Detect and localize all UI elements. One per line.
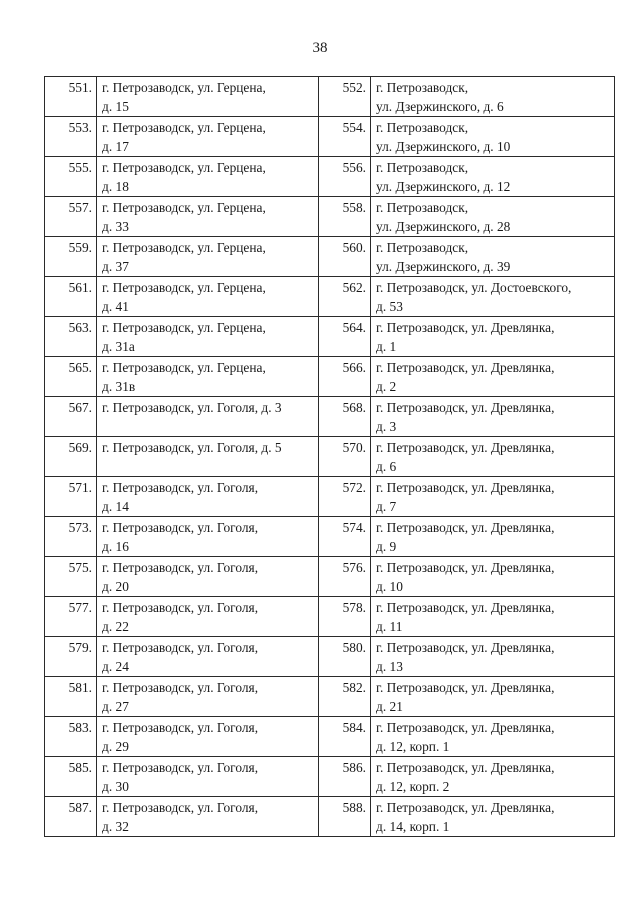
table-row: [45, 397, 615, 437]
address-left: г. Петрозаводск, ул. Герцена, д. 31а: [97, 317, 319, 357]
address-right: г. Петрозаводск, ул. Древлянка, д. 21: [371, 677, 615, 717]
table-row: [45, 717, 615, 757]
table-row: [45, 477, 615, 517]
row-number-left: 573.: [45, 517, 97, 557]
row-number-right: 574.: [319, 517, 371, 557]
address-left: г. Петрозаводск, ул. Герцена, д. 17: [97, 117, 319, 157]
address-right: г. Петрозаводск, ул. Древлянка, д. 14, корп. 1: [371, 797, 615, 837]
address-left: г. Петрозаводск, ул. Гоголя, д. 3: [97, 397, 319, 437]
address-left: г. Петрозаводск, ул. Герцена, д. 33: [97, 197, 319, 237]
address-right: г. Петрозаводск, ул. Древлянка, д. 2: [371, 357, 615, 397]
table-row: [45, 357, 615, 397]
row-number-left: 575.: [45, 557, 97, 597]
address-right: г. Петрозаводск, ул. Древлянка, д. 12, корп. 1: [371, 717, 615, 757]
table-row: [45, 237, 615, 277]
row-number-left: 563.: [45, 317, 97, 357]
row-number-right: 568.: [319, 397, 371, 437]
address-table-body: [45, 77, 615, 837]
address-left: г. Петрозаводск, ул. Герцена, д. 37: [97, 237, 319, 277]
address-left: г. Петрозаводск, ул. Герцена, д. 31в: [97, 357, 319, 397]
address-right: г. Петрозаводск, ул. Дзержинского, д. 12: [371, 157, 615, 197]
address-right: г. Петрозаводск, ул. Древлянка, д. 3: [371, 397, 615, 437]
address-left: г. Петрозаводск, ул. Гоголя, д. 14: [97, 477, 319, 517]
table-row: [45, 677, 615, 717]
table-row: [45, 77, 615, 117]
page-number: 38: [312, 40, 328, 56]
row-number-left: 561.: [45, 277, 97, 317]
row-number-right: 576.: [319, 557, 371, 597]
address-left: г. Петрозаводск, ул. Гоголя, д. 5: [97, 437, 319, 477]
address-right: г. Петрозаводск, ул. Дзержинского, д. 39: [371, 237, 615, 277]
address-right: г. Петрозаводск, ул. Древлянка, д. 12, корп. 2: [371, 757, 615, 797]
address-right: г. Петрозаводск, ул. Древлянка, д. 1: [371, 317, 615, 357]
row-number-left: 559.: [45, 237, 97, 277]
row-number-left: 553.: [45, 117, 97, 157]
row-number-right: 566.: [319, 357, 371, 397]
row-number-right: 588.: [319, 797, 371, 837]
table-row: [45, 637, 615, 677]
row-number-right: 580.: [319, 637, 371, 677]
row-number-left: 565.: [45, 357, 97, 397]
row-number-right: 558.: [319, 197, 371, 237]
row-number-left: 585.: [45, 757, 97, 797]
row-number-left: 569.: [45, 437, 97, 477]
address-right: г. Петрозаводск, ул. Дзержинского, д. 10: [371, 117, 615, 157]
address-left: г. Петрозаводск, ул. Гоголя, д. 16: [97, 517, 319, 557]
address-right: г. Петрозаводск, ул. Дзержинского, д. 28: [371, 197, 615, 237]
row-number-right: 578.: [319, 597, 371, 637]
address-right: г. Петрозаводск, ул. Дзержинского, д. 6: [371, 77, 615, 117]
row-number-left: 551.: [45, 77, 97, 117]
table-row: [45, 797, 615, 837]
address-table: [44, 76, 615, 837]
row-number-left: 567.: [45, 397, 97, 437]
address-left: г. Петрозаводск, ул. Герцена, д. 18: [97, 157, 319, 197]
address-right: г. Петрозаводск, ул. Древлянка, д. 11: [371, 597, 615, 637]
row-number-right: 562.: [319, 277, 371, 317]
row-number-left: 571.: [45, 477, 97, 517]
row-number-right: 564.: [319, 317, 371, 357]
row-number-left: 579.: [45, 637, 97, 677]
address-right: г. Петрозаводск, ул. Древлянка, д. 13: [371, 637, 615, 677]
table-row: [45, 117, 615, 157]
address-left: г. Петрозаводск, ул. Гоголя, д. 24: [97, 637, 319, 677]
address-right: г. Петрозаводск, ул. Древлянка, д. 7: [371, 477, 615, 517]
row-number-left: 557.: [45, 197, 97, 237]
table-row: [45, 517, 615, 557]
row-number-right: 572.: [319, 477, 371, 517]
address-right: г. Петрозаводск, ул. Древлянка, д. 10: [371, 557, 615, 597]
table-row: [45, 557, 615, 597]
address-left: г. Петрозаводск, ул. Гоголя, д. 20: [97, 557, 319, 597]
address-left: г. Петрозаводск, ул. Герцена, д. 41: [97, 277, 319, 317]
table-row: [45, 157, 615, 197]
row-number-right: 584.: [319, 717, 371, 757]
address-left: г. Петрозаводск, ул. Гоголя, д. 27: [97, 677, 319, 717]
table-row: [45, 317, 615, 357]
address-right: г. Петрозаводск, ул. Достоевского, д. 53: [371, 277, 615, 317]
address-left: г. Петрозаводск, ул. Гоголя, д. 22: [97, 597, 319, 637]
row-number-right: 586.: [319, 757, 371, 797]
row-number-right: 552.: [319, 77, 371, 117]
address-left: г. Петрозаводск, ул. Гоголя, д. 30: [97, 757, 319, 797]
address-right: г. Петрозаводск, ул. Древлянка, д. 9: [371, 517, 615, 557]
table-row: [45, 597, 615, 637]
row-number-right: 560.: [319, 237, 371, 277]
row-number-right: 582.: [319, 677, 371, 717]
row-number-left: 577.: [45, 597, 97, 637]
row-number-left: 555.: [45, 157, 97, 197]
table-row: [45, 437, 615, 477]
row-number-right: 556.: [319, 157, 371, 197]
address-left: г. Петрозаводск, ул. Гоголя, д. 32: [97, 797, 319, 837]
row-number-left: 581.: [45, 677, 97, 717]
row-number-left: 587.: [45, 797, 97, 837]
row-number-left: 583.: [45, 717, 97, 757]
table-row: [45, 197, 615, 237]
address-left: г. Петрозаводск, ул. Гоголя, д. 29: [97, 717, 319, 757]
row-number-right: 554.: [319, 117, 371, 157]
address-left: г. Петрозаводск, ул. Герцена, д. 15: [97, 77, 319, 117]
row-number-right: 570.: [319, 437, 371, 477]
table-row: [45, 277, 615, 317]
address-right: г. Петрозаводск, ул. Древлянка, д. 6: [371, 437, 615, 477]
table-row: [45, 757, 615, 797]
